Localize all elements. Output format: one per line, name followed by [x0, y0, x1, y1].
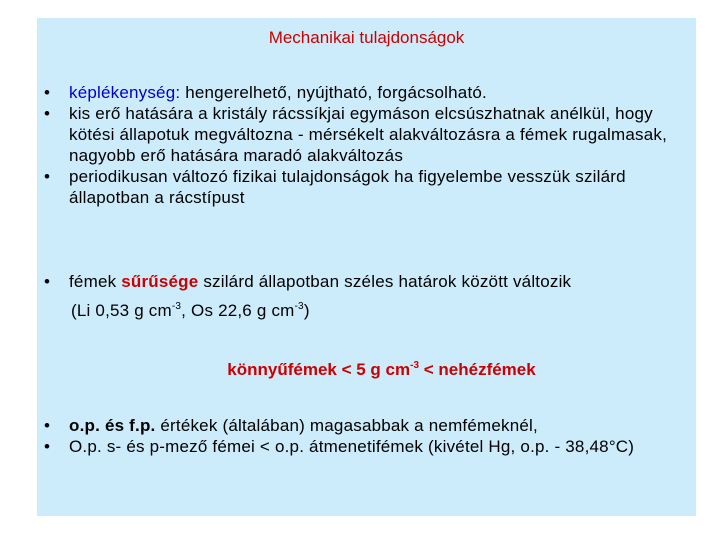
bullet-icon: • — [44, 167, 51, 186]
slide-title: Mechanikai tulajdonságok — [268, 28, 465, 47]
bullet-icon: • — [44, 416, 51, 435]
slip-text: kis erő hatására a kristály rácssíkjai egymáson elcsúszhatnak anélkül, hogy kötési állapotuk megváltozna - mérsékelt alakváltozásra a fémek rugalmasak, nagyobb erő hatására maradó alakváltozás — [69, 104, 667, 165]
list-item-melting — [37, 415, 696, 436]
density-examples — [69, 300, 310, 321]
density-close: ) — [303, 301, 310, 320]
density-li: (Li 0,53 g cm — [71, 301, 172, 320]
bullet-icon: • — [44, 83, 51, 102]
melting-text: értékek (általában) magasabbak a nemfémeknél, — [155, 416, 538, 435]
slide-panel — [37, 18, 696, 516]
bullet-icon: • — [44, 272, 51, 291]
list-item-periodic — [37, 166, 696, 208]
properties-list — [37, 82, 696, 208]
metal-classification — [37, 360, 696, 380]
list-item-density — [37, 271, 696, 321]
list-item-plasticity — [37, 82, 696, 103]
density-after: szilárd állapotban széles határok között változik — [198, 272, 572, 291]
plasticity-term: képlékenység: — [69, 83, 181, 102]
density-sup1: -3 — [171, 301, 182, 312]
classification-sup: -3 — [410, 360, 420, 371]
melting-list — [37, 415, 696, 457]
melting-term: o.p. és f.p. — [69, 416, 156, 435]
list-item-block — [37, 436, 696, 457]
list-item-slip — [37, 103, 696, 166]
bullet-icon: • — [44, 437, 51, 456]
periodic-text: periodikusan változó fizikai tulajdonságok ha figyelembe vesszük szilárd állapotban a rácstípust — [69, 167, 626, 207]
block-text: O.p. s- és p-mező fémei < o.p. átmenetifémek (kivétel Hg, o.p. - 38,48°C) — [69, 437, 635, 456]
plasticity-text: hengerelhető, nyújtható, forgácsolható. — [180, 83, 487, 102]
density-list — [37, 271, 696, 321]
density-sup2: -3 — [294, 301, 304, 312]
light-metals: könnyűfémek < 5 g cm — [227, 360, 411, 379]
density-os: , Os 22,6 g cm — [181, 301, 295, 320]
density-before: fémek — [69, 272, 122, 291]
bullet-icon: • — [44, 104, 51, 123]
heavy-metals: < nehézfémek — [419, 360, 536, 379]
density-term: sűrűsége — [121, 272, 199, 291]
